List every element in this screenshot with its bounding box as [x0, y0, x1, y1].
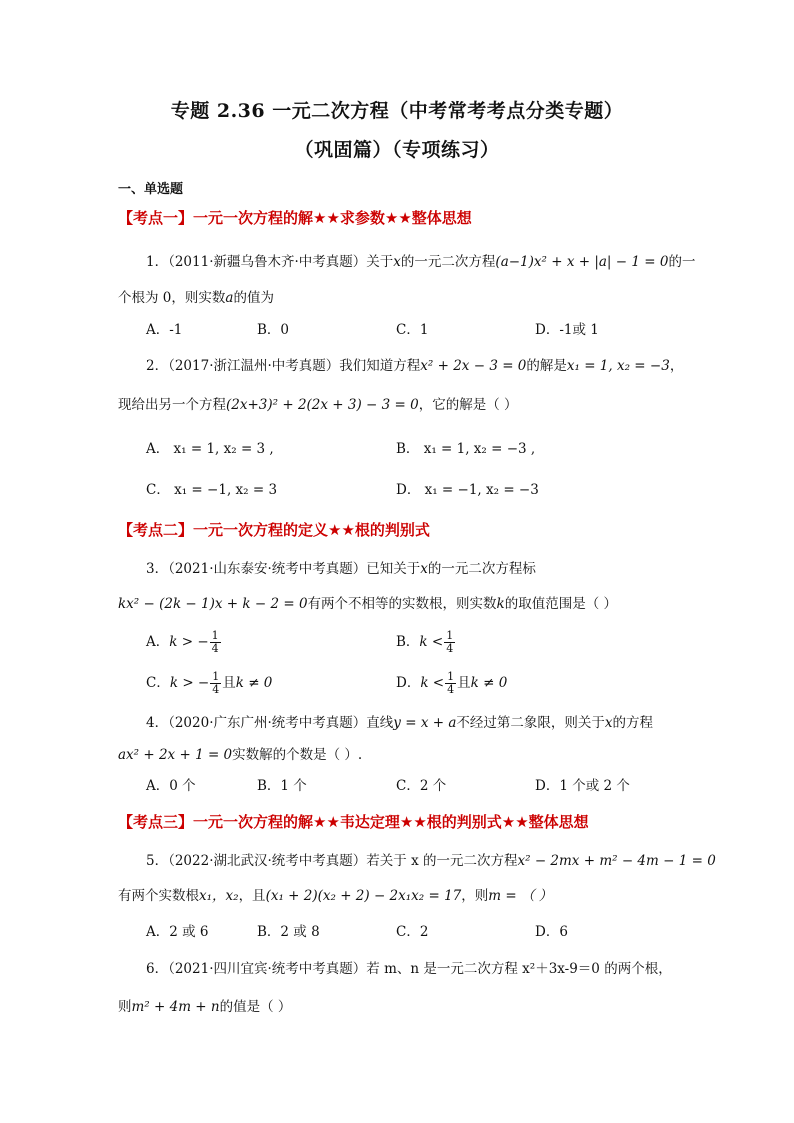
question-1-line-2: 个根为 0，则实数a的值为: [118, 290, 274, 306]
q1-option-b: B．0: [257, 322, 290, 338]
question-4-line-2: ax² + 2x + 1 = 0实数解的个数是（ ）.: [118, 747, 363, 763]
section-heading: 一、单选题: [118, 182, 184, 197]
q1-option-d: D．-1或 1: [535, 322, 599, 338]
q1-option-c: C．1: [396, 322, 429, 338]
q4-option-a: A．0 个: [146, 778, 196, 794]
question-4-line-1: 4．（2020·广东广州·统考中考真题）直线y = x + a不经过第二象限，则关于x的方程: [146, 715, 653, 731]
question-3-line-2: kx² − (2k − 1)x + k − 2 = 0有两个不相等的实数根，则实数k的取值范围是（ ）: [118, 596, 618, 612]
q3-option-c: C．k > − $\frac{1}{4}$ 且k ≠ 0: [146, 670, 273, 696]
topic-heading-1: 【考点一】一元一次方程的解★★求参数★★整体思想: [118, 209, 472, 227]
q2-option-a: A． x₁ = 1, x₂ = 3 ,: [146, 441, 274, 457]
q3-option-d: D．k < $\frac{1}{4}$ 且k ≠ 0: [396, 670, 508, 696]
q4-option-d: D．1 个或 2 个: [535, 778, 630, 794]
question-1-line-1: 1．（2011·新疆乌鲁木齐·中考真题）关于x的一元二次方程(a−1)x² + x + |a| − 1 = 0的一: [146, 254, 696, 270]
q5-option-c: C．2: [396, 924, 429, 940]
q2-option-c: C． x₁ = −1, x₂ = 3: [146, 482, 278, 498]
q2-option-b: B． x₁ = 1, x₂ = −3 ,: [396, 441, 536, 457]
question-2-line-1: 2．（2017·浙江温州·中考真题）我们知道方程x² + 2x − 3 = 0的解是x₁ = 1, x₂ = −3，: [146, 358, 684, 374]
q5-option-b: B．2 或 8: [257, 924, 320, 940]
q4-option-c: C．2 个: [396, 778, 447, 794]
question-3-line-1: 3．（2021·山东泰安·统考中考真题）已知关于x的一元二次方程标: [146, 561, 536, 577]
q5-option-a: A．2 或 6: [146, 924, 209, 940]
q1-option-a: A．-1: [146, 322, 183, 338]
question-6-line-2: 则m² + 4m + n的值是（ ）: [118, 999, 292, 1015]
question-5-line-2: 有两个实数根x₁，x₂，且(x₁ + 2)(x₂ + 2) − 2x₁x₂ = 17，则m = （ ）: [118, 888, 553, 904]
q2-option-d: D． x₁ = −1, x₂ = −3: [396, 482, 539, 498]
topic-heading-3: 【考点三】一元一次方程的解★★韦达定理★★根的判别式★★整体思想: [118, 813, 589, 831]
question-5-line-1: 5．（2022·湖北武汉·统考中考真题）若关于 x 的一元二次方程x² − 2mx + m² − 4m − 1 = 0: [146, 853, 716, 869]
q3-option-a: A．k > − $\frac{1}{4}$: [146, 629, 219, 655]
question-6-line-1: 6．（2021·四川宜宾·统考中考真题）若 m、n 是一元二次方程 x²＋3x-9＝0 的两个根，: [146, 961, 672, 977]
document-subtitle: （巩固篇）（专项练习）: [294, 139, 500, 161]
q3-option-b: B．k < $\frac{1}{4}$: [396, 629, 454, 655]
q4-option-b: B．1 个: [257, 778, 307, 794]
topic-heading-2: 【考点二】一元一次方程的定义★★根的判别式: [118, 521, 430, 539]
question-2-line-2: 现给出另一个方程(2x+3)² + 2(2x + 3) − 3 = 0，它的解是（ ）: [118, 397, 518, 413]
document-title: 专题 2.36 一元二次方程（中考常考考点分类专题）: [170, 100, 624, 122]
q5-option-d: D．6: [535, 924, 568, 940]
